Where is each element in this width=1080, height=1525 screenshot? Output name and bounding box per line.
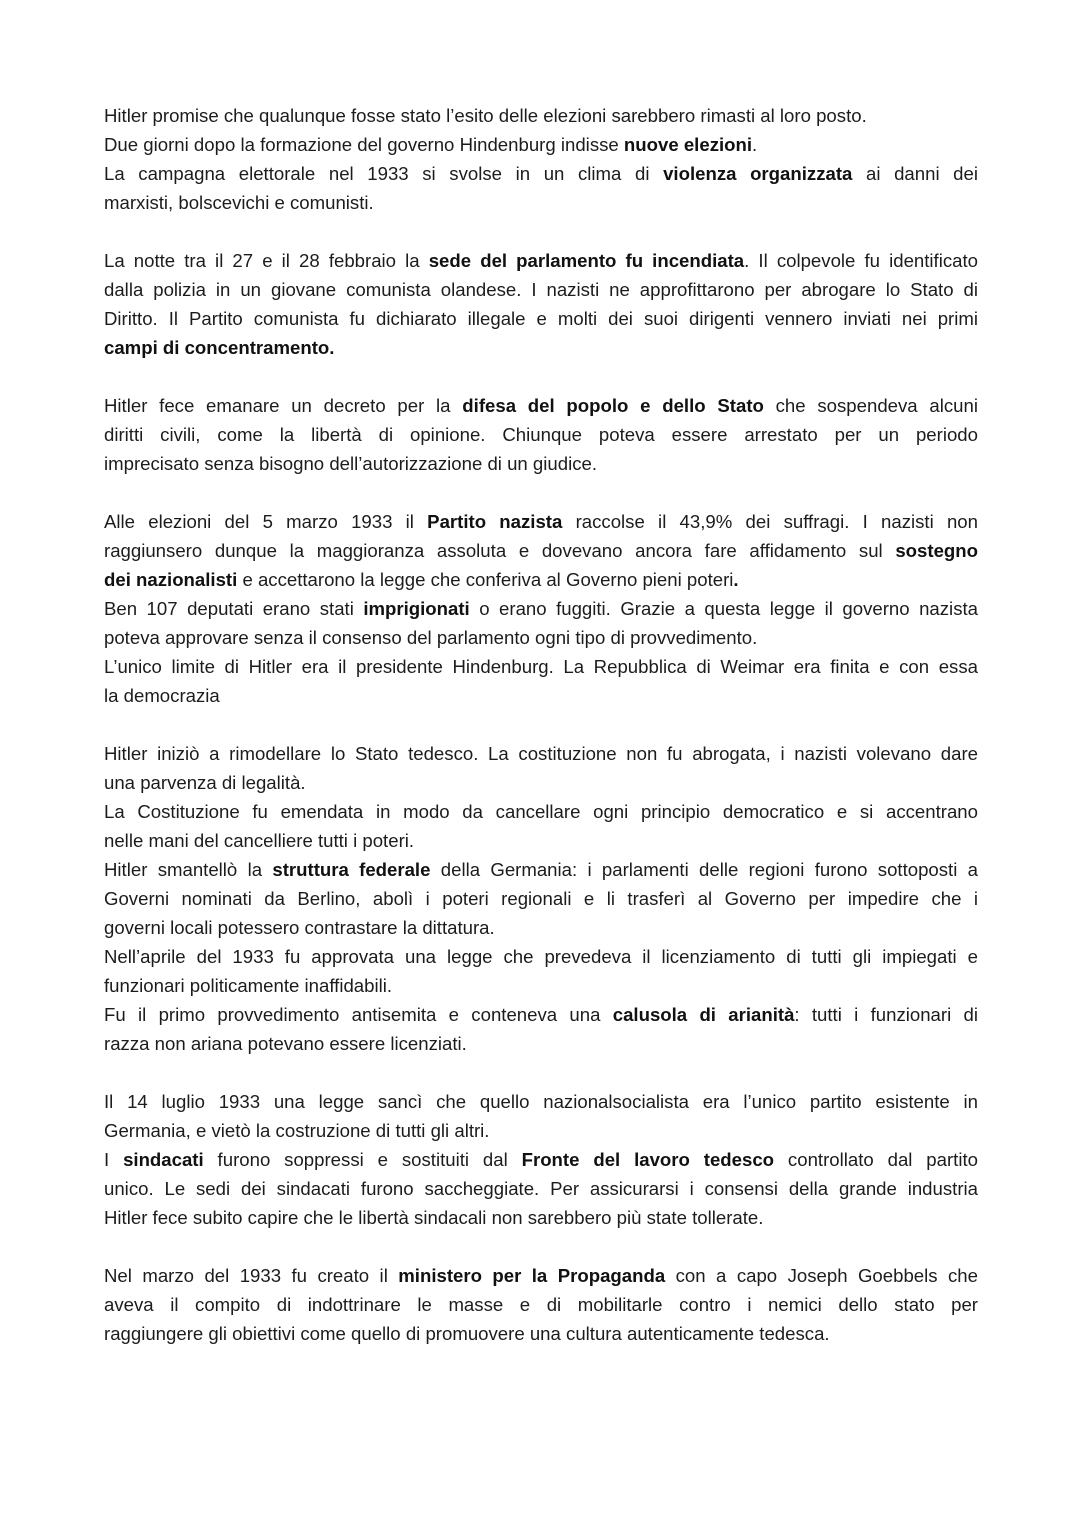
- text-segment: Diritto. Il Partito comunista fu dichiarato illegale e molti dei suoi dirigenti vennero inviati nei primi: [104, 308, 978, 329]
- paragraph: [104, 1087, 978, 1232]
- text-line: [104, 681, 978, 710]
- text-line: [104, 1290, 978, 1319]
- text-segment: poteva approvare senza il consenso del parlamento ogni tipo di provvedimento.: [104, 627, 758, 648]
- bold-text: Partito nazista: [427, 511, 563, 532]
- text-line: [104, 797, 978, 826]
- bold-text: ministero per la Propaganda: [398, 1265, 666, 1286]
- text-line: [104, 536, 978, 565]
- text-line: [104, 1087, 978, 1116]
- text-segment: ai danni dei: [852, 163, 978, 184]
- text-segment: controllato dal partito: [774, 1149, 978, 1170]
- text-segment: imprecisato senza bisogno dell’autorizzazione di un giudice.: [104, 453, 598, 474]
- text-line: [104, 246, 978, 275]
- bold-text: .: [733, 569, 739, 590]
- text-line: [104, 565, 978, 594]
- text-segment: Due giorni dopo la formazione del governo Hindenburg indisse: [104, 134, 624, 155]
- text-line: [104, 594, 978, 623]
- text-segment: Hitler fece emanare un decreto per la: [104, 395, 463, 416]
- text-line: [104, 159, 978, 188]
- text-segment: Nel marzo del 1933 fu creato il: [104, 1265, 399, 1286]
- text-segment: .: [752, 134, 758, 155]
- text-line: [104, 652, 978, 681]
- text-line: [104, 768, 978, 797]
- bold-text: Fronte del lavoro tedesco: [521, 1149, 775, 1170]
- text-line: [104, 826, 978, 855]
- text-segment: Hitler iniziò a rimodellare lo Stato tedesco. La costituzione non fu abrogata, i nazisti volevano dare: [104, 743, 978, 764]
- bold-text: struttura federale: [272, 859, 431, 880]
- text-segment: dalla polizia in un giovane comunista olandese. I nazisti ne approfittarono per abrogare lo Stato di: [104, 279, 978, 300]
- text-line: [104, 855, 978, 884]
- text-line: [104, 971, 978, 1000]
- text-segment: Hitler promise che qualunque fosse stato l’esito delle elezioni sarebbero rimasti al loro posto.: [104, 105, 867, 126]
- text-segment: con a capo Joseph Goebbels che: [665, 1265, 978, 1286]
- text-segment: e accettarono la legge che conferiva al Governo pieni poteri: [237, 569, 734, 590]
- paragraph: [104, 101, 978, 217]
- text-line: [104, 913, 978, 942]
- text-line: [104, 130, 978, 159]
- text-segment: Fu il primo provvedimento antisemita e conteneva una: [104, 1004, 613, 1025]
- text-segment: una parvenza di legalità.: [104, 772, 306, 793]
- text-segment: I: [104, 1149, 124, 1170]
- text-segment: La notte tra il 27 e il 28 febbraio la: [104, 250, 429, 271]
- bold-text: dei nazionalisti: [104, 569, 238, 590]
- text-line: [104, 188, 978, 217]
- text-line: [104, 449, 978, 478]
- text-line: [104, 275, 978, 304]
- text-line: [104, 101, 978, 130]
- text-segment: diritti civili, come la libertà di opinione. Chiunque poteva essere arrestato per un periodo: [104, 424, 978, 445]
- text-line: [104, 623, 978, 652]
- text-segment: furono soppressi e sostituiti dal: [203, 1149, 522, 1170]
- bold-text: sede del parlamento fu incendiata: [428, 250, 745, 271]
- text-segment: nelle mani del cancelliere tutti i poteri.: [104, 830, 415, 851]
- text-segment: L’unico limite di Hitler era il presidente Hindenburg. La Repubblica di Weimar era finita e con essa: [104, 656, 978, 677]
- text-line: [104, 1000, 978, 1029]
- text-segment: che sospendeva alcuni: [763, 395, 978, 416]
- text-segment: la democrazia: [104, 685, 220, 706]
- text-segment: funzionari politicamente inaffidabili.: [104, 975, 393, 996]
- paragraph: [104, 1261, 978, 1348]
- text-segment: Ben 107 deputati erano stati: [104, 598, 364, 619]
- text-segment: o erano fuggiti. Grazie a questa legge il governo nazista: [469, 598, 978, 619]
- text-segment: Nell’aprile del 1933 fu approvata una legge che prevedeva il licenziamento di tutti gli impiegati e: [104, 946, 978, 967]
- bold-text: calusola di arianità: [612, 1004, 795, 1025]
- text-line: [104, 333, 978, 362]
- text-segment: aveva il compito di indottrinare le masse e di mobilitarle contro i nemici dello stato per: [104, 1294, 978, 1315]
- text-line: [104, 1116, 978, 1145]
- text-line: [104, 1319, 978, 1348]
- text-segment: della Germania: i parlamenti delle regioni furono sottoposti a: [430, 859, 979, 880]
- bold-text: difesa del popolo e dello Stato: [462, 395, 764, 416]
- bold-text: sindacati: [123, 1149, 204, 1170]
- text-line: [104, 1261, 978, 1290]
- text-segment: La Costituzione fu emendata in modo da cancellare ogni principio democratico e si accentrano: [104, 801, 978, 822]
- text-line: [104, 942, 978, 971]
- paragraph: [104, 507, 978, 710]
- text-segment: raggiungere gli obiettivi come quello di promuovere una cultura autenticamente tedesca.: [104, 1323, 830, 1344]
- text-segment: razza non ariana potevano essere licenziati.: [104, 1033, 467, 1054]
- text-line: [104, 884, 978, 913]
- paragraph: [104, 391, 978, 478]
- text-segment: marxisti, bolscevichi e comunisti.: [104, 192, 374, 213]
- text-line: [104, 1029, 978, 1058]
- text-segment: Governi nominati da Berlino, abolì i poteri regionali e li trasferì al Governo per impedire che i: [104, 888, 978, 909]
- text-segment: La campagna elettorale nel 1933 si svolse in un clima di: [104, 163, 664, 184]
- text-segment: Germania, e vietò la costruzione di tutti gli altri.: [104, 1120, 490, 1141]
- bold-text: campi di concentramento.: [104, 337, 335, 358]
- text-segment: Hitler fece subito capire che le libertà sindacali non sarebbero più state tollerate.: [104, 1207, 764, 1228]
- bold-text: violenza organizzata: [663, 163, 853, 184]
- text-segment: : tutti i funzionari di: [794, 1004, 978, 1025]
- paragraph: [104, 246, 978, 362]
- bold-text: nuove elezioni: [623, 134, 753, 155]
- text-segment: . Il colpevole fu identificato: [744, 250, 978, 271]
- text-line: [104, 1203, 978, 1232]
- bold-text: imprigionati: [363, 598, 470, 619]
- text-segment: unico. Le sedi dei sindacati furono saccheggiate. Per assicurarsi i consensi della grande industria: [104, 1178, 978, 1199]
- text-segment: Alle elezioni del 5 marzo 1933 il: [104, 511, 428, 532]
- text-line: [104, 420, 978, 449]
- text-line: [104, 304, 978, 333]
- document-page: [104, 101, 978, 1377]
- text-line: [104, 391, 978, 420]
- bold-text: sostegno: [895, 540, 978, 561]
- text-segment: raggiunsero dunque la maggioranza assoluta e dovevano ancora fare affidamento sul: [104, 540, 896, 561]
- text-segment: raccolse il 43,9% dei suffragi. I nazisti non: [562, 511, 978, 532]
- text-line: [104, 1145, 978, 1174]
- text-line: [104, 739, 978, 768]
- text-segment: Il 14 luglio 1933 una legge sancì che quello nazionalsocialista era l’unico partito esistente in: [104, 1091, 978, 1112]
- text-line: [104, 1174, 978, 1203]
- paragraph: [104, 739, 978, 1058]
- text-segment: governi locali potessero contrastare la dittatura.: [104, 917, 495, 938]
- text-segment: Hitler smantellò la: [104, 859, 273, 880]
- text-line: [104, 507, 978, 536]
